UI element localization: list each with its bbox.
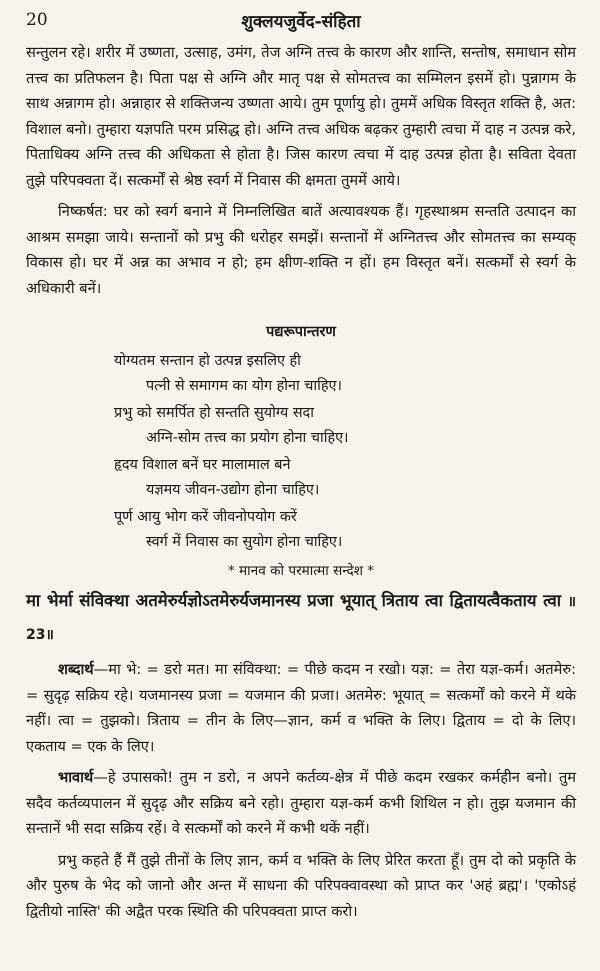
mantra-verse: मा भेर्मा संविक्था अतमेरुर्यज्ञोऽतमेरुर्यजमानस्य प्रजा भूयात् त्रिताय त्वा द्वितायत्वैकताय त्वा	[26, 591, 562, 610]
verse-line: पूर्ण आयु भोग करें जीवनोपयोग करें	[114, 509, 297, 525]
mantra-text	[26, 585, 576, 651]
verse-line: प्रभु को समर्पित हो सन्तति सुयोग्य सदा	[114, 405, 314, 421]
bhavarth-text: —हे उपासको! तुम न डरो, न अपने कर्तव्य-क्षेत्र में पीछे कदम रखकर कर्महीन बनो। तुम सदैव कर्तव्यपालन में सुदृढ़ और सक्रिय बने रहो। तुम्हारा यज्ञ-कर्म कभी शिथिल न हो। तुझ यजमान की सन्तानें भी सदा सक्रिय रहें। वे सत्कर्मों को करने में कभी थकें नहीं।	[26, 769, 576, 837]
verse-line: अग्नि-सोम तत्त्व का प्रयोग होना चाहिए।	[146, 429, 349, 446]
verse-line: स्वर्ग में निवास का सुयोग होना चाहिए।	[146, 533, 343, 550]
shabdarth-label: शब्दार्थ	[58, 661, 94, 678]
verse-line: यज्ञमय जीवन-उद्योग होना चाहिए।	[146, 481, 320, 498]
verse-line: हृदय विशाल बनें घर मालामाल बने	[114, 457, 291, 473]
mantra-number: ॥23॥	[26, 594, 577, 643]
page-number: 20	[26, 10, 48, 30]
bhavarth-paragraph	[26, 765, 576, 842]
running-title: शुक्लयजुर्वेद-संहिता	[241, 12, 361, 32]
page-header	[26, 6, 576, 40]
verse-heading: पद्यरूपान्तरण	[266, 324, 336, 340]
intro-paragraph: सन्तुलन रहे। शरीर में उष्णता, उत्साह, उमंग, तेज अग्नि तत्त्व के कारण और शान्ति, सन्तोष, समाधान सोम तत्त्व का प्रतिफलन है। पिता पक्ष से अग्नि और मातृ पक्ष से सोमतत्त्व का सम्मिलन इसमें हो। पुन्नागम के साथ अन्नागम हो। अन्नाहार से शक्तिजन्य उष्णता आये। तुम पूर्णायु हो। तुममें अधिक विस्तृत शक्ति है, अत: विशाल बनो। तुम्हारा यज्ञपति परम प्रसिद्ध हो। अग्नि तत्त्व अधिक बढ़कर तुम्हारी त्वचा में दाह न उत्पन्न करे, पिताधिक्य अग्नि तत्त्व की अधिकता से होता है। जिस कारण त्वचा में दाह उत्पन्न होता है। सविता देवता तुझे परिपक्वता दें। सत्कर्मों से श्रेष्ठ स्वर्ग में निवास की क्षमता तुममें आये।	[26, 44, 576, 189]
shabdarth-paragraph	[26, 657, 576, 759]
shabdarth-text: —मा भे: = डरो मत। मा संविक्था: = पीछे कदम न रखो। यज्ञ: = तेरा यज्ञ-कर्म। अतमेरु: = सुदृढ़ सक्रिय रहे। यजमानस्य प्रजा = यजमान की प्रजा। अतमेरु: भूयात् = सत्कर्मों को करने में थके नहीं। त्वा = तुझको। त्रिताय = तीन के लिए—ज्ञान, कर्म व भक्ति के लिए। द्विताय = दो के लिए। एकताय = एक के लिए।	[26, 661, 576, 755]
verse-line: पत्नी से समागम का योग होना चाहिए।	[146, 377, 342, 394]
verse-block	[114, 349, 576, 554]
conclusion-paragraph: निष्कर्षत: घर को स्वर्ग बनाने में निम्नलिखित बातें अत्यावश्यक हैं। गृहस्थाश्रम सन्तति उत्पादन का आश्रम समझा जाये। सन्तानों को प्रभु की धरोहर समझें। सन्तानों में अग्नितत्त्व और सोमतत्त्व का सम्यक् विकास हो। घर में अन्न का अभाव न हो; हम क्षीण-शक्ति न हों। हम विस्तृत बनें। सत्कर्मों से स्वर्ग के अधिकारी बनें।	[26, 203, 576, 297]
mantra-caption: * मानव को परमात्मा सन्देश *	[227, 563, 375, 579]
closing-paragraph: प्रभु कहते हैं मैं तुझे तीनों के लिए ज्ञान, कर्म व भक्ति के लिए प्रेरित करता हूँ। तुम दो को प्रकृति के और पुरुष के भेद को जानो और अन्त में साधना की परिपक्वावस्था को प्राप्त कर 'अहं ब्रह्म'। 'एकोऽहं द्वितीयो नास्ति' की अद्वैत परक स्थिति की परिपक्वता प्राप्त करो।	[26, 851, 576, 920]
bhavarth-label: भावार्थ	[58, 769, 94, 786]
verse-line: योग्यतम सन्तान हो उत्पन्न इसलिए ही	[114, 353, 301, 369]
